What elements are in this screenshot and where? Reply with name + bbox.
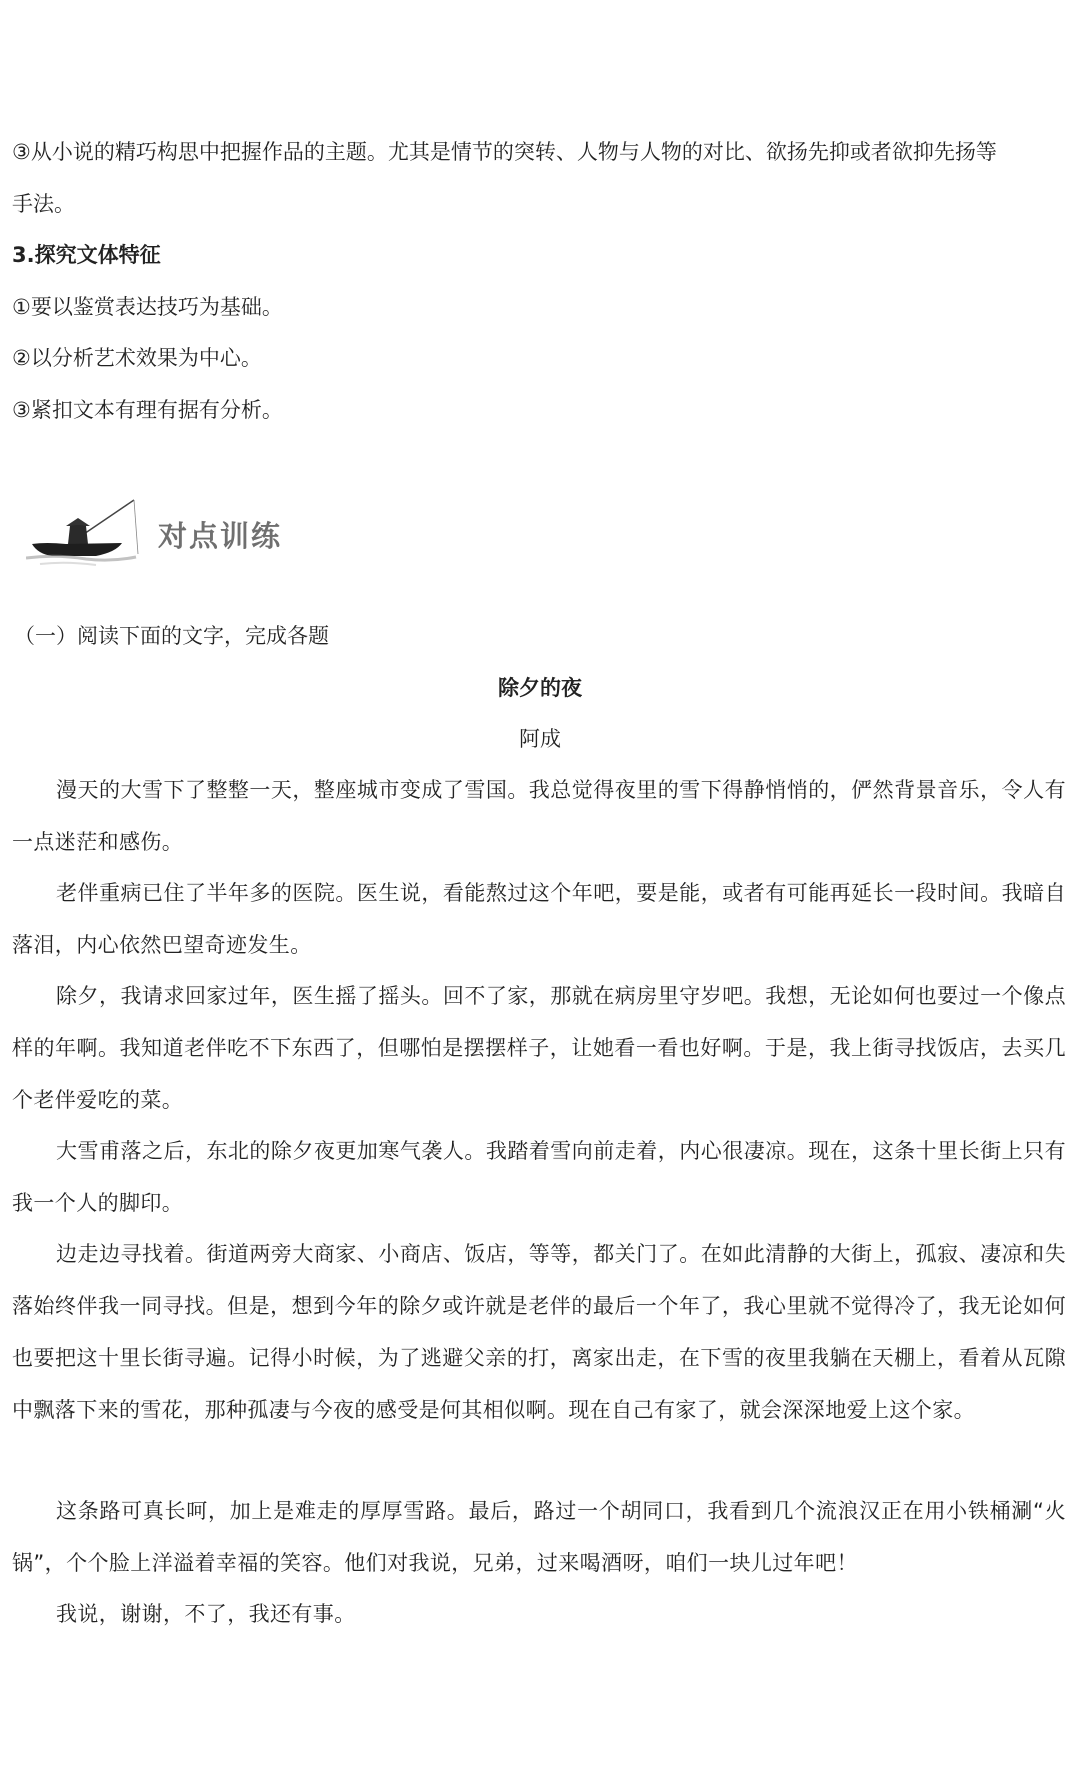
heading-genre-features: 3.探究文体特征	[12, 243, 161, 267]
feature-item-2: ②以分析艺术效果为中心。	[12, 346, 262, 370]
story-paragraph: 老伴重病已住了半年多的医院。医生说，看能熬过这个年吧，要是能，或者有可能再延长一段时间。我暗自落泪，内心依然巴望奇迹发生。	[12, 881, 1066, 957]
story-paragraph: 除夕，我请求回家过年，医生摇了摇头。回不了家，那就在病房里守岁吧。我想，无论如何也要过一个像点样的年啊。我知道老伴吃不下东西了，但哪怕是摆摆样子，让她看一看也好啊。于是，我上街寻找饭店，去买几个老伴爱吃的菜。	[12, 984, 1066, 1112]
fisherman-boat-icon	[26, 496, 146, 576]
story-paragraph: 这条路可真长呵，加上是难走的厚厚雪路。最后，路过一个胡同口，我看到几个流浪汉正在用小铁桶涮“火锅”，个个脸上洋溢着幸福的笑容。他们对我说，兄弟，过来喝酒呀，咱们一块儿过年吧！	[12, 1499, 1066, 1575]
story-paragraph: 大雪甫落之后，东北的除夕夜更加寒气袭人。我踏着雪向前走着，内心很凄凉。现在，这条十里长街上只有我一个人的脚印。	[12, 1139, 1066, 1215]
section-header	[26, 496, 426, 576]
story-paragraph: 我说，谢谢，不了，我还有事。	[56, 1602, 356, 1626]
feature-item-3: ③紧扣文本有理有据有分析。	[12, 398, 283, 422]
exercise-prompt: （一）阅读下面的文字，完成各题	[14, 624, 329, 648]
story-paragraph: 边走边寻找着。街道两旁大商家、小商店、饭店，等等，都关门了。在如此清静的大街上，孤寂、凄凉和失落始终伴我一同寻找。但是，想到今年的除夕或许就是老伴的最后一个年了，我心里就不觉得冷了，我无论如何也要把这十里长街寻遍。记得小时候，为了逃避父亲的打，离家出走，在下雪的夜里我躺在天棚上，看着从瓦隙中飘落下来的雪花，那种孤凄与今夜的感受是何其相似啊。现在自己有家了，就会深深地爱上这个家。	[12, 1242, 1066, 1422]
intro-item3-line1: ③从小说的精巧构思中把握作品的主题。尤其是情节的突转、人物与人物的对比、欲扬先抑或者欲抑先扬等	[12, 140, 997, 164]
intro-item3-line2: 手法。	[12, 192, 75, 216]
section-title: 对点训练	[158, 519, 283, 553]
story-author: 阿成	[519, 727, 561, 751]
feature-item-1: ①要以鉴赏表达技巧为基础。	[12, 295, 283, 319]
story-paragraph: 漫天的大雪下了整整一天，整座城市变成了雪国。我总觉得夜里的雪下得静悄悄的，俨然背景音乐，令人有一点迷茫和感伤。	[12, 778, 1066, 854]
story-title: 除夕的夜	[498, 676, 582, 700]
